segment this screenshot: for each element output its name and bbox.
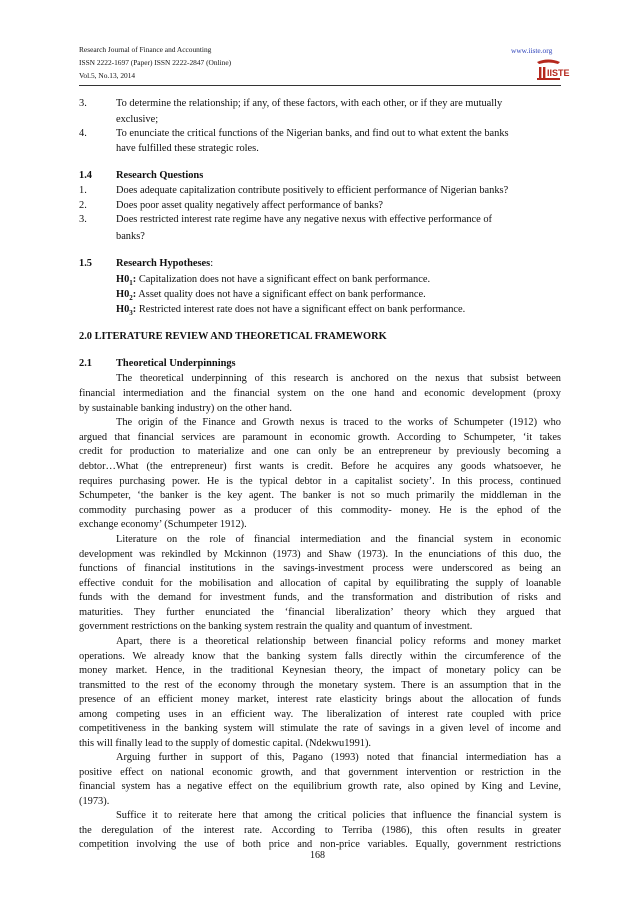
hypothesis — [116, 304, 465, 319]
question-text: Does restricted interest rate regime have any negative nexus with effective performance of — [116, 214, 493, 225]
body-line: Apart, there is a theoretical relationship between financial policy reforms and money market — [116, 636, 561, 647]
question-number: 1. — [79, 185, 87, 196]
body-line: credit for production to materialize and one can only be an entrepreneur by previously becoming a — [79, 446, 561, 457]
hypothesis-index: 1 — [129, 279, 133, 288]
hypothesis-h0: H0 — [116, 274, 130, 285]
body-line: argued that financial services are paramount in economic growth. According to Schumpeter, ‘it takes — [79, 432, 561, 443]
body-line: financial intermediation and the financial system on the one hand and economic development (proxy — [79, 388, 561, 399]
iiste-logo — [535, 59, 570, 81]
section-number: 2.1 — [79, 358, 92, 369]
objective-text: exclusive; — [116, 114, 159, 125]
question-number: 3. — [79, 214, 87, 225]
body-line: effective conduit for the mobilisation and allocation of capital by equilibrating the supply of loanable — [79, 578, 561, 589]
hypothesis-index: 2 — [129, 294, 133, 303]
body-line: competition involving the use of both price and non-price variables. Equally, government restrictions — [79, 839, 561, 850]
objective-text: To enunciate the critical functions of the Nigerian banks, and find out to what extent the banks — [116, 128, 509, 139]
body-line: Literature on the role of financial intermediation and the financial system in economic — [116, 534, 561, 545]
title-colon: : — [210, 258, 214, 269]
body-line: positive effect on national economic growth, and that government intervention or restriction in the — [79, 767, 561, 778]
hypothesis — [116, 274, 430, 289]
hypothesis-label — [116, 274, 137, 288]
body-line: money market. Hence, in the traditional Keynesian theory, the impact of monetary policy can be — [79, 665, 561, 676]
body-line: transmitted to the rest of the economy through the monetary system. There is an assumption that in the — [79, 680, 561, 691]
body-line: maturities. They further enunciated the ‘financial liberalization’ theory which they argued that — [79, 607, 561, 618]
body-line: (1973). — [79, 796, 110, 807]
issn-line: ISSN 2222-1697 (Paper) ISSN 2222-2847 (Online) — [79, 58, 232, 67]
hypothesis — [116, 289, 426, 304]
logo-text: IISTE — [547, 68, 570, 78]
hypothesis-text: Restricted interest rate does not have a significant effect on bank performance. — [136, 304, 466, 315]
section-title: Research Questions — [116, 170, 204, 181]
hypothesis-h0: H0 — [116, 289, 130, 300]
logo-base — [537, 78, 560, 80]
body-line: among competing uses in an efficient way. The liberalization of interest rate coupled with price — [79, 709, 561, 720]
journal-title: Research Journal of Finance and Accounting — [79, 45, 212, 54]
body-line: exchange economy’ (Schumpeter 1912). — [79, 519, 247, 530]
logo-bar — [539, 67, 541, 79]
body-line: the deregulation of the interest rate. According to Terriba (1986), this often results in greater — [79, 825, 561, 836]
body-line: functions of financial institutions in the savings-investment process were underscored as being an — [79, 563, 561, 574]
hypothesis-colon: : — [132, 274, 137, 285]
hypothesis-colon: : — [132, 304, 137, 315]
volume-line: Vol.5, No.13, 2014 — [79, 71, 136, 80]
hypothesis-label — [116, 304, 137, 318]
question-text: Does adequate capitalization contribute positively to efficient performance of Nigerian banks? — [116, 185, 509, 196]
question-number: 2. — [79, 200, 87, 211]
hypothesis-text: Capitalization does not have a significant effect on bank performance. — [136, 274, 431, 285]
body-line: requires purchasing power. He is the typical debtor in a capitalist society’. In this process, continued — [79, 476, 561, 487]
objective-number: 4. — [79, 128, 87, 139]
hypothesis-text: Asset quality does not have a significant effect on bank performance. — [136, 289, 426, 300]
body-line: competitiveness in the banking system will stimulate the rate of savings in a given level of income and — [79, 723, 561, 734]
logo-arc — [537, 60, 560, 65]
body-line: Suffice it to reiterate here that among the critical policies that influence the financial system is — [116, 810, 561, 821]
page-number: 168 — [310, 850, 325, 861]
body-line: Arguing further in support of this, Pagano (1993) noted that financial intermediation has a — [116, 752, 561, 763]
body-line: by sustainable banking industry) on the other hand. — [79, 403, 292, 414]
body-line: The theoretical underpinning of this research is anchored on the nexus that subsist between — [116, 373, 561, 384]
chapter-heading: 2.0 LITERATURE REVIEW AND THEORETICAL FRAMEWORK — [79, 331, 387, 342]
section-number: 1.4 — [79, 170, 92, 181]
question-text: banks? — [116, 231, 145, 242]
hypothesis-colon: : — [132, 289, 137, 300]
objective-text: have fulfilled these strategic roles. — [116, 143, 259, 154]
section-title: Research Hypotheses — [116, 258, 211, 269]
body-line: commodity purchasing power as a producer of this commodity- money. He is the ephod of the — [79, 505, 561, 516]
journal-url-link[interactable]: www.iiste.org — [511, 46, 553, 55]
body-line: financial system has a negative effect on the equilibrium growth rate, also opined by King and Levine, — [79, 781, 561, 792]
body-line: this will finally lead to the supply of domestic capital. (Ndekwu1991). — [79, 738, 372, 749]
body-line: government restrictions on the banking system restrain the quality and quantum of investment. — [79, 621, 473, 632]
hypothesis-label — [116, 289, 137, 303]
hypothesis-index: 3 — [129, 309, 133, 318]
body-line: The origin of the Finance and Growth nexus is traced to the works of Schumpeter (1912) who — [116, 417, 561, 428]
body-line: debtor…What (the entrepreneur) first wants is credit. Before he acquires any goods whatsoever, he — [79, 461, 561, 472]
body-line: presence of an efficient money market, interest rate elasticity brings about the allocation of funds — [79, 694, 561, 705]
hypothesis-h0: H0 — [116, 304, 130, 315]
objective-number: 3. — [79, 98, 87, 109]
header-rule — [79, 85, 561, 86]
section-number: 1.5 — [79, 258, 92, 269]
logo-bar — [543, 67, 545, 79]
body-line: operations. We already know that the banking system falls directly within the circumference of the — [79, 651, 561, 662]
body-line: Schumpeter, ‘the banker is the key agent. The banker is not so much primarily the middleman in the — [79, 490, 561, 501]
question-text: Does poor asset quality negatively affect performance of banks? — [116, 200, 383, 211]
section-title-line — [116, 258, 213, 270]
body-line: funds with the demand for investment funds, and the transformation and distribution of risks and — [79, 592, 561, 603]
objective-text: To determine the relationship; if any, of these factors, with each other, or if they are mutually — [116, 98, 503, 109]
body-line: development was rekindled by Mckinnon (1973) and Shaw (1973). In the enunciations of this duo, the — [79, 549, 561, 560]
section-title: Theoretical Underpinnings — [116, 358, 236, 369]
